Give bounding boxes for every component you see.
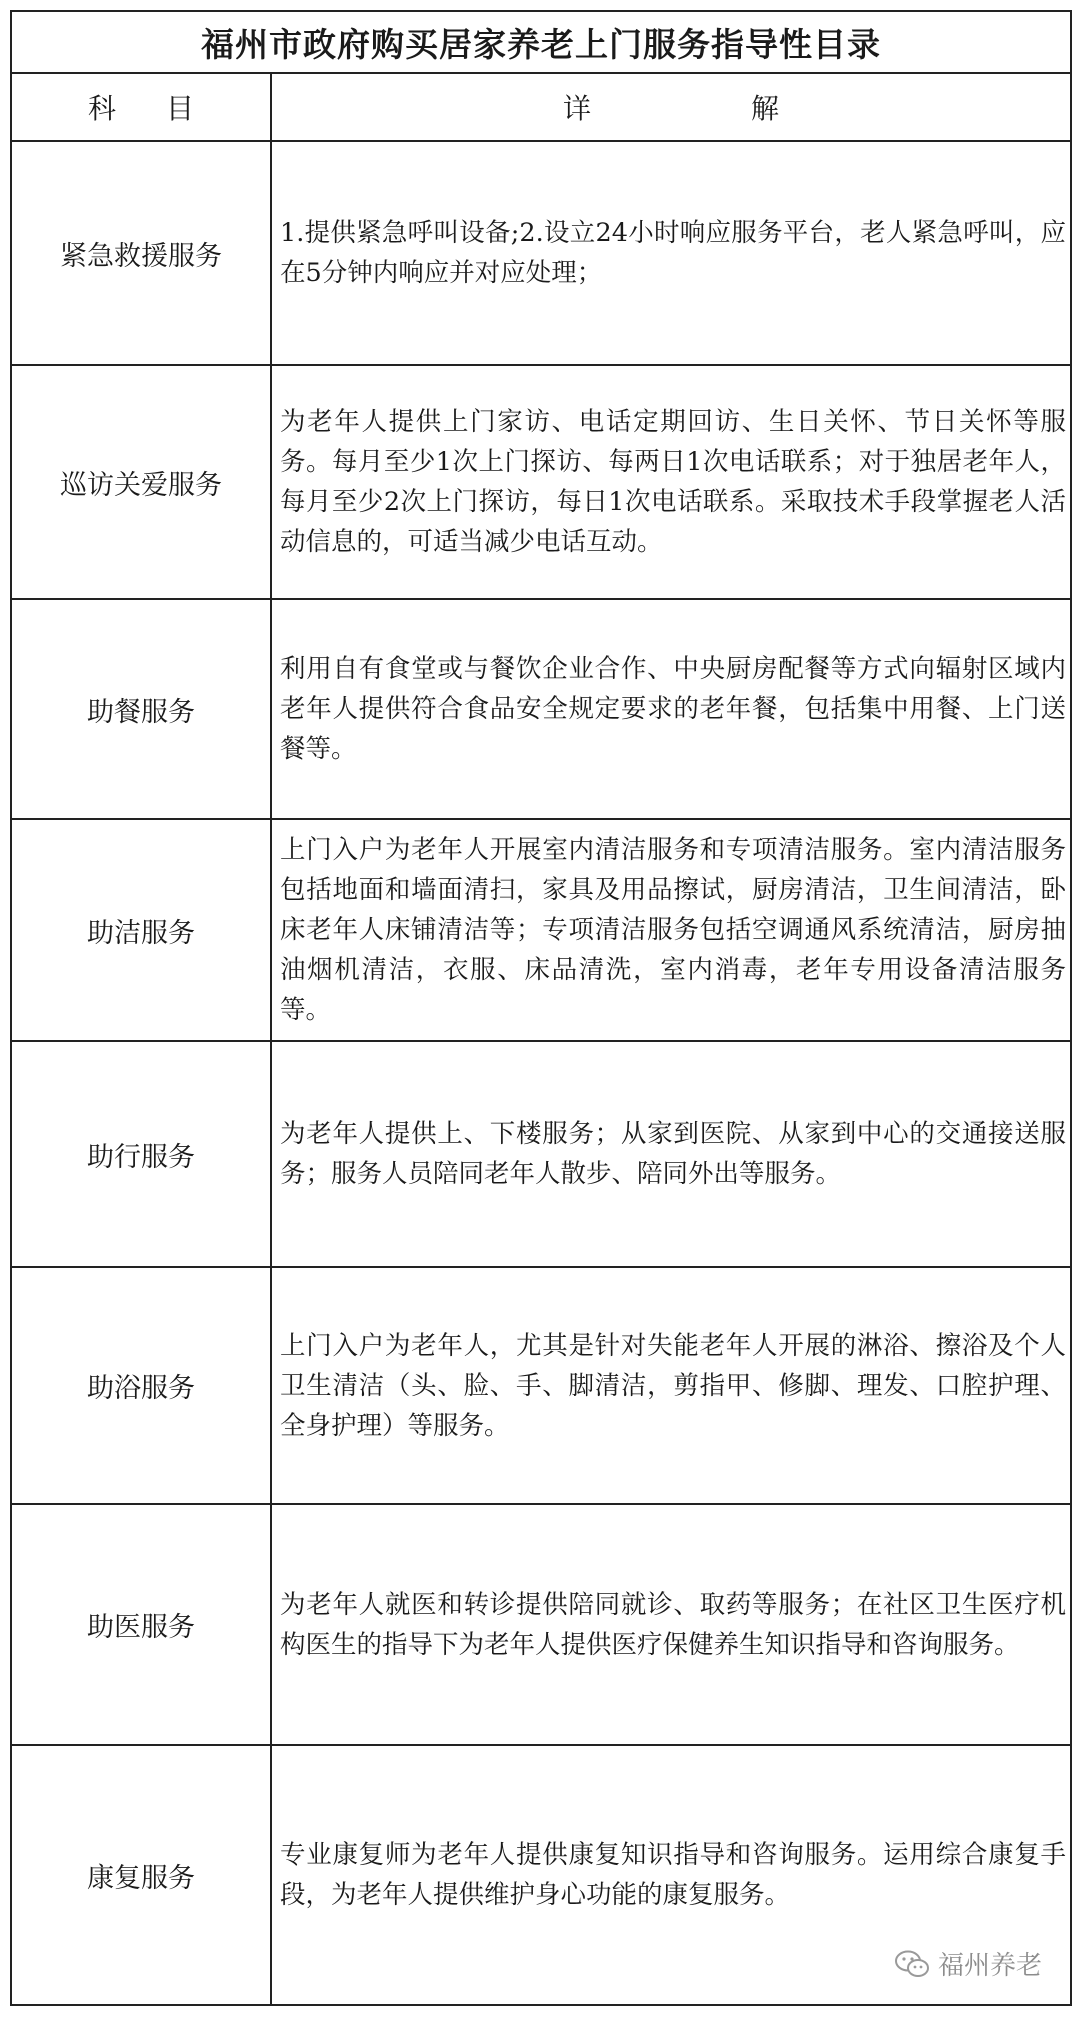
header-detail	[271, 73, 1071, 141]
watermark	[894, 1945, 1042, 1982]
wechat-icon	[894, 1949, 930, 1979]
header-subject-label: 科目	[87, 92, 244, 125]
table-row	[11, 819, 1071, 1041]
table-row	[11, 365, 1071, 599]
service-name: 助餐服务	[11, 599, 271, 819]
service-name: 紧急救援服务	[11, 141, 271, 365]
table-title: 福州市政府购买居家养老上门服务指导性目录	[11, 11, 1071, 73]
document-page	[10, 10, 1070, 2008]
service-name: 巡访关爱服务	[11, 365, 271, 599]
table-row	[11, 141, 1071, 365]
service-detail: 上门入户为老年人开展室内清洁服务和专项清洁服务。室内清洁服务包括地面和墙面清扫，家具及用品擦试，厨房清洁，卫生间清洁，卧床老年人床铺清洁等；专项清洁服务包括空调通风系统清洁，厨房抽油烟机清洁，衣服、床品清洗，室内消毒，老年专用设备清洁服务等。	[271, 819, 1071, 1041]
header-detail-label: 详解	[562, 92, 939, 125]
service-detail: 上门入户为老年人，尤其是针对失能老年人开展的淋浴、擦浴及个人卫生清洁（头、脸、手、脚清洁，剪指甲、修脚、理发、口腔护理、全身护理）等服务。	[271, 1267, 1071, 1504]
table-row	[11, 1267, 1071, 1504]
service-name: 康复服务	[11, 1745, 271, 2005]
watermark-text: 福州养老	[937, 1951, 1042, 1981]
service-name: 助行服务	[11, 1041, 271, 1267]
service-detail: 专业康复师为老年人提供康复知识指导和咨询服务。运用综合康复手段，为老年人提供维护身心功能的康复服务。	[271, 1745, 1071, 2005]
service-name: 助浴服务	[11, 1267, 271, 1504]
service-name: 助医服务	[11, 1504, 271, 1745]
header-row	[11, 73, 1071, 141]
table-row	[11, 1041, 1071, 1267]
service-catalog-table	[10, 10, 1072, 2006]
service-detail: 为老年人提供上、下楼服务；从家到医院、从家到中心的交通接送服务；服务人员陪同老年人散步、陪同外出等服务。	[271, 1041, 1071, 1267]
table-row	[11, 1504, 1071, 1745]
header-subject	[11, 73, 271, 141]
service-detail: 为老年人提供上门家访、电话定期回访、生日关怀、节日关怀等服务。每月至少1次上门探访、每两日1次电话联系；对于独居老年人，每月至少2次上门探访，每日1次电话联系。采取技术手段掌握老人活动信息的，可适当减少电话互动。	[271, 365, 1071, 599]
title-row	[11, 11, 1071, 73]
table-row	[11, 599, 1071, 819]
service-detail: 为老年人就医和转诊提供陪同就诊、取药等服务；在社区卫生医疗机构医生的指导下为老年人提供医疗保健养生知识指导和咨询服务。	[271, 1504, 1071, 1745]
service-detail: 1.提供紧急呼叫设备;2.设立24小时响应服务平台，老人紧急呼叫，应在5分钟内响应并对应处理；	[271, 141, 1071, 365]
service-detail: 利用自有食堂或与餐饮企业合作、中央厨房配餐等方式向辐射区域内老年人提供符合食品安全规定要求的老年餐，包括集中用餐、上门送餐等。	[271, 599, 1071, 819]
service-name: 助洁服务	[11, 819, 271, 1041]
